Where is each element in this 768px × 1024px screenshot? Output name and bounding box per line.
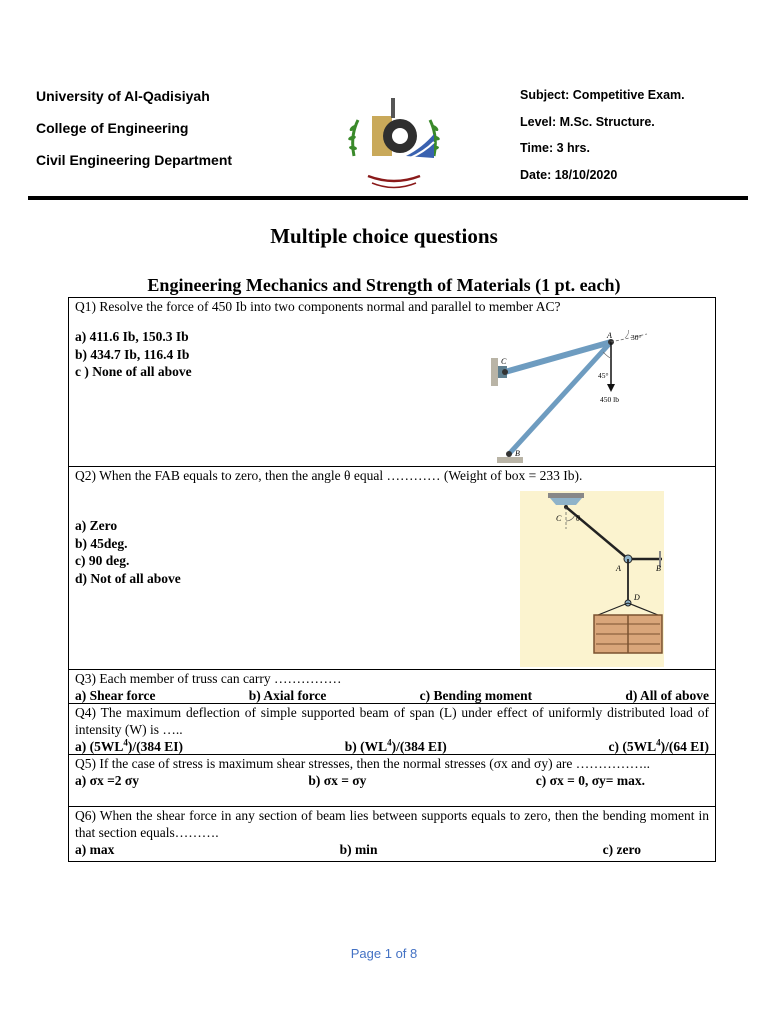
question-3: [69, 670, 715, 704]
q2-point-c-label: C: [556, 514, 562, 523]
question-5: [69, 755, 715, 807]
q6-option-a: a) max: [75, 842, 115, 857]
question-6: [69, 807, 715, 861]
q1-load-label: 450 lb: [600, 395, 619, 404]
q1-option-c: c ) None of all above: [75, 364, 192, 379]
question-1: [69, 298, 715, 467]
q1-point-c-label: C: [501, 357, 507, 366]
question-6-text: Q6) When the shear force in any section of beam lies between supports equals to zero, then the bending moment in that section equals……….: [75, 808, 709, 840]
q3-option-d: d) All of above: [625, 688, 709, 703]
question-4-text: Q4) The maximum deflection of simple supported beam of span (L) under effect of uniformly distributed load of intensity (W) is …..: [75, 705, 709, 737]
q1-point-b-label: B: [515, 449, 520, 458]
q2-theta-label: θ: [576, 514, 580, 523]
university-name: University of Al-Qadisiyah: [36, 88, 210, 104]
q4-option-b: b) $(WL^4)/(384$ EI): [344, 737, 447, 754]
q5-option-a: a) σx =2 σy: [75, 773, 139, 788]
q2-option-d: d) Not of all above: [75, 570, 181, 586]
q2-option-a: a) Zero: [75, 518, 118, 533]
exam-info-block: [520, 88, 685, 194]
q2-point-b-label: B: [656, 564, 661, 573]
q2-point-a-label: A: [616, 564, 621, 573]
q5-option-b: b) σx = σy: [308, 773, 367, 788]
institution-block: [36, 88, 232, 184]
page-title: Multiple choice questions: [270, 224, 498, 248]
question-4: [69, 704, 715, 755]
questions-table: [68, 297, 716, 862]
exam-level: Level: M.Sc. Structure.: [520, 114, 655, 129]
exam-date: Date: 18/10/2020: [520, 167, 618, 182]
question-3-text: Q3) Each member of truss can carry ……………: [75, 671, 342, 686]
page-number: Page 1 of 8: [350, 946, 418, 961]
college-name: College of Engineering: [36, 120, 189, 136]
question-5-text: Q5) If the case of stress is maximum shear stresses, then the normal stresses (σx and σy) are ……………..: [75, 756, 651, 771]
exam-time: Time: 3 hrs.: [520, 141, 590, 155]
q6-option-c: c) zero: [602, 842, 641, 857]
q3-option-c: c) Bending moment: [419, 688, 533, 703]
q1-option-b: b) 434.7 Ib, 116.4 Ib: [75, 346, 190, 362]
q5-option-c: c) σx = 0, σy= max.: [535, 773, 645, 788]
q4-option-a: a) $(5WL^4)/(384$ EI): [75, 737, 183, 754]
college-of-engineering-emblem-icon: [344, 86, 444, 194]
q1-figure-boom-and-load: [487, 330, 677, 466]
q2-option-c: c) 90 deg.: [75, 553, 130, 568]
question-2-text: Q2) When the FAB equals to zero, then the angle θ equal ………… (Weight of box = 233 Ib).: [75, 468, 583, 483]
q1-angle-30-label: 30°: [631, 333, 642, 342]
question-1-text: Q1) Resolve the force of 450 Ib into two components normal and parallel to member AC?: [75, 299, 561, 314]
q4-option-c: c) $(5WL^4)/(64$ EI): [608, 737, 709, 754]
q1-angle-45-label: 45°: [598, 371, 609, 380]
q2-option-b: b) 45deg.: [75, 535, 128, 551]
q1-option-a: a) 411.6 Ib, 150.3 Ib: [75, 329, 189, 344]
q2-point-d-label: D: [634, 593, 640, 602]
exam-subject: Subject: Competitive Exam.: [520, 88, 685, 102]
question-2: [69, 467, 715, 670]
header-divider: [28, 196, 748, 200]
q6-option-b: b) min: [339, 842, 378, 857]
department-name: Civil Engineering Department: [36, 152, 233, 168]
q2-figure-hanging-box: [520, 491, 664, 667]
q3-option-b: b) Axial force: [248, 688, 327, 703]
q3-option-a: a) Shear force: [75, 688, 156, 703]
q1-point-a-label: A: [607, 331, 612, 340]
section-title: Engineering Mechanics and Strength of Materials (1 pt. each): [147, 275, 621, 295]
